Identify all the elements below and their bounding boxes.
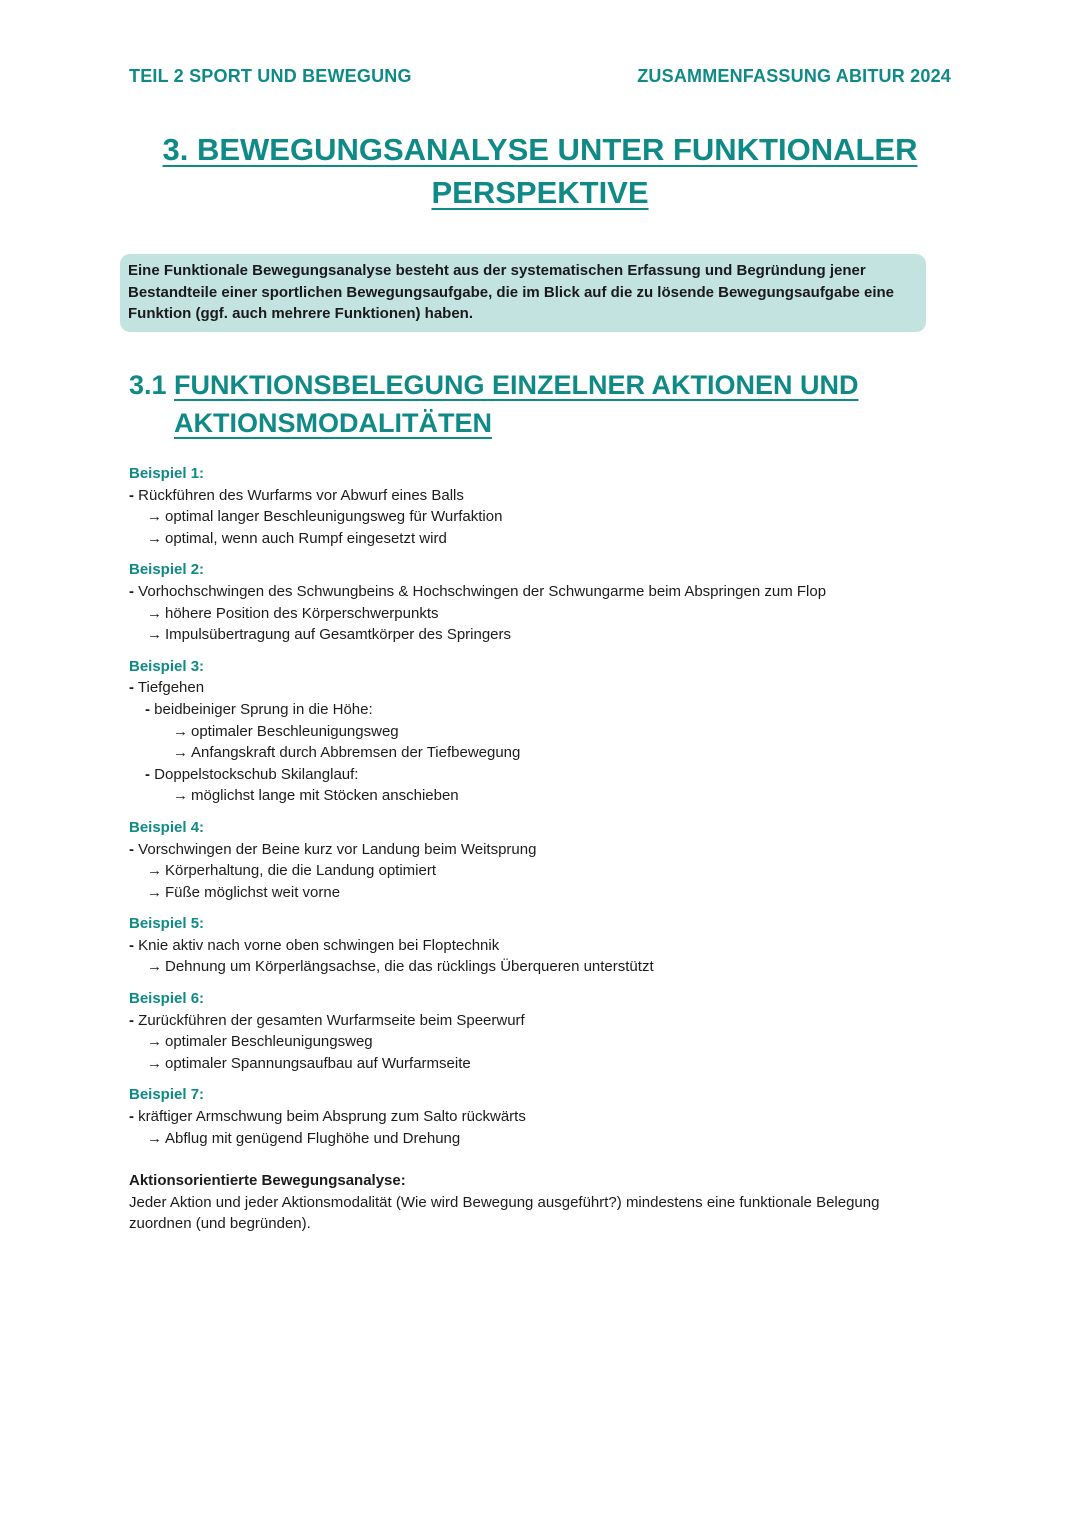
action-text: kräftiger Armschwung beim Absprung zum Salto rückwärts — [138, 1108, 526, 1126]
arrow-right-icon: → — [147, 1129, 162, 1147]
header-left: TEIL 2 SPORT UND BEWEGUNG — [129, 66, 412, 86]
dash-bullet: - — [129, 679, 134, 697]
point-text: höhere Position des Körperschwerpunkts — [165, 604, 439, 622]
action-text: Knie aktiv nach vorne oben schwingen bei Floptechnik — [138, 936, 500, 954]
arrow-right-icon: → — [147, 604, 162, 622]
point-text: optimaler Spannungsaufbau auf Wurfarmseite — [165, 1054, 471, 1072]
example-point — [129, 882, 951, 904]
example-point — [129, 528, 951, 550]
arrow-right-icon: → — [173, 722, 188, 740]
example-label: Beispiel 4: — [129, 818, 205, 836]
examples-content — [129, 463, 951, 1235]
definition-line-1: Eine Funktionale Bewegungsanalyse besteht aus der systematischen Erfassung und Begründung jener — [128, 262, 866, 279]
dash-bullet: - — [145, 765, 150, 783]
point-text: Impulsübertragung auf Gesamtkörper des Springers — [165, 626, 512, 644]
example-point — [129, 506, 951, 528]
arrow-right-icon: → — [173, 744, 188, 762]
summary-text-line-1: Jeder Aktion und jeder Aktionsmodalität (Wie wird Bewegung ausgeführt?) mindestens eine funktionale Belegung — [129, 1193, 880, 1211]
dash-bullet: - — [129, 936, 134, 954]
example-subaction — [129, 764, 951, 786]
summary-label: Aktionsorientierte Bewegungsanalyse: — [129, 1172, 406, 1190]
arrow-right-icon: → — [147, 862, 162, 880]
example-subaction — [129, 699, 951, 721]
arrow-right-icon: → — [147, 508, 162, 526]
example-action — [129, 1010, 951, 1032]
action-text: Tiefgehen — [137, 679, 205, 697]
arrow-right-icon: → — [147, 1054, 162, 1072]
example-action — [129, 1106, 951, 1128]
point-text: Abflug mit genügend Flughöhe und Drehung — [165, 1129, 461, 1147]
point-text: Füße möglichst weit vorne — [165, 883, 341, 901]
arrow-right-icon: → — [147, 958, 162, 976]
section-title-line-2: AKTIONSMODALITÄTEN — [174, 408, 492, 438]
example-label: Beispiel 5: — [129, 915, 205, 933]
example-point — [129, 1128, 951, 1150]
section-number: 3.1 — [129, 370, 167, 400]
example-point — [129, 603, 951, 625]
dash-bullet: - — [129, 486, 134, 504]
definition-line-2: Bestandteile einer sportlichen Bewegungsaufgabe, die im Blick auf die zu lösende Bewegungsaufgabe eine — [128, 283, 895, 301]
arrow-right-icon: → — [147, 1033, 162, 1051]
dash-bullet: - — [145, 700, 150, 718]
definition-box — [120, 254, 926, 332]
example-point — [129, 860, 951, 882]
example-point — [129, 624, 951, 646]
title-line-2: PERSPEKTIVE — [431, 175, 649, 210]
arrow-right-icon: → — [147, 626, 162, 644]
dash-bullet: - — [129, 1108, 134, 1126]
action-text: Rückführen des Wurfarms vor Abwurf eines Balls — [138, 486, 464, 504]
example-point — [129, 956, 951, 978]
example-point — [129, 1053, 951, 1075]
example-point — [129, 1031, 951, 1053]
subaction-text: beidbeiniger Sprung in die Höhe: — [154, 700, 373, 718]
point-text: Körperhaltung, die die Landung optimiert — [165, 862, 437, 880]
example-action — [129, 839, 951, 861]
example-action — [129, 581, 951, 603]
action-text: Vorhochschwingen des Schwungbeins & Hochschwingen der Schwungarme beim Abspringen zum Flop — [138, 582, 827, 600]
example-label: Beispiel 6: — [129, 990, 205, 1008]
subaction-text: Doppelstockschub Skilanglauf: — [154, 765, 359, 783]
example-action — [129, 935, 951, 957]
dash-bullet: - — [129, 582, 134, 600]
arrow-right-icon: → — [147, 883, 162, 901]
point-text: optimaler Beschleunigungsweg — [191, 722, 399, 740]
example-point — [129, 742, 951, 764]
action-text: Zurückführen der gesamten Wurfarmseite beim Speerwurf — [138, 1011, 525, 1029]
point-text: optimal, wenn auch Rumpf eingesetzt wird — [165, 529, 447, 547]
example-action — [129, 485, 951, 507]
example-label: Beispiel 3: — [129, 657, 205, 675]
example-label: Beispiel 2: — [129, 561, 205, 579]
example-point — [129, 721, 951, 743]
section-title-line-1: FUNKTIONSBELEGUNG EINZELNER AKTIONEN UND — [174, 370, 859, 400]
summary-text-line-2: zuordnen (und begründen). — [129, 1215, 311, 1233]
point-text: Anfangskraft durch Abbremsen der Tiefbewegung — [191, 744, 521, 762]
arrow-right-icon: → — [173, 787, 188, 805]
arrow-right-icon: → — [147, 529, 162, 547]
title-line-1: 3. BEWEGUNGSANALYSE UNTER FUNKTIONALER — [162, 132, 918, 167]
example-point — [129, 785, 951, 807]
definition-line-3: Funktion (ggf. auch mehrere Funktionen) haben. — [128, 305, 474, 322]
example-action — [129, 677, 951, 699]
point-text: Dehnung um Körperlängsachse, die das rücklings Überqueren unterstützt — [165, 958, 654, 976]
example-label: Beispiel 1: — [129, 465, 205, 482]
page-title — [160, 128, 920, 214]
action-text: Vorschwingen der Beine kurz vor Landung beim Weitsprung — [138, 840, 537, 858]
point-text: möglichst lange mit Stöcken anschieben — [191, 787, 459, 805]
example-label: Beispiel 7: — [129, 1086, 205, 1104]
header-right: ZUSAMMENFASSUNG ABITUR 2024 — [637, 66, 951, 86]
page-header — [129, 66, 951, 87]
point-text: optimal langer Beschleunigungsweg für Wurfaktion — [165, 508, 503, 526]
dash-bullet: - — [129, 840, 134, 858]
dash-bullet: - — [129, 1011, 134, 1029]
section-heading — [129, 366, 859, 442]
point-text: optimaler Beschleunigungsweg — [165, 1033, 373, 1051]
